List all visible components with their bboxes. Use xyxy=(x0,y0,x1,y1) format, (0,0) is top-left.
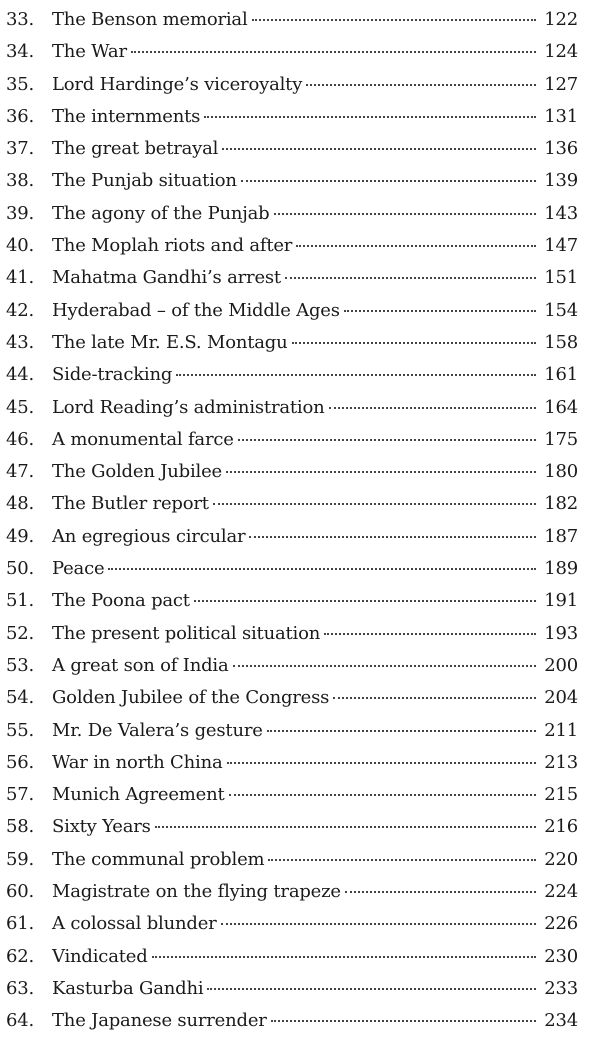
entry-page-number: 224 xyxy=(544,881,578,903)
toc-entry xyxy=(6,101,578,133)
entry-number: 60. xyxy=(6,881,35,903)
dot-leader xyxy=(306,83,536,86)
toc-entry xyxy=(6,327,578,359)
entry-number: 49. xyxy=(6,525,35,547)
entry-page-number: 175 xyxy=(544,428,578,450)
entry-title: The communal problem xyxy=(52,848,265,870)
entry-page-number: 204 xyxy=(544,687,578,709)
entry-title: A monumental farce xyxy=(52,428,234,450)
entry-title: Lord Reading’s administration xyxy=(52,396,325,418)
entry-number: 46. xyxy=(6,428,35,450)
entry-number: 57. xyxy=(6,784,35,806)
entry-page-number: 161 xyxy=(544,364,578,386)
entry-title: The late Mr. E.S. Montagu xyxy=(52,331,288,353)
entry-number: 61. xyxy=(6,913,35,935)
entry-number: 58. xyxy=(6,816,35,838)
entry-number: 44. xyxy=(6,364,35,386)
entry-page-number: 233 xyxy=(544,977,578,999)
entry-title: Magistrate on the flying trapeze xyxy=(52,881,341,903)
entry-title: The Japanese surrender xyxy=(52,1010,267,1032)
toc-entry xyxy=(6,908,578,940)
entry-number: 38. xyxy=(6,170,35,192)
entry-page-number: 234 xyxy=(544,1010,578,1032)
entry-page-number: 182 xyxy=(544,493,578,515)
entry-page-number: 124 xyxy=(544,41,578,63)
toc-entry xyxy=(6,521,578,553)
entry-number: 56. xyxy=(6,751,35,773)
dot-leader xyxy=(333,696,536,699)
toc-entry xyxy=(6,392,578,424)
entry-number: 36. xyxy=(6,105,35,127)
dot-leader xyxy=(152,955,536,958)
entry-page-number: 200 xyxy=(544,654,578,676)
entry-title: The present political situation xyxy=(52,622,321,644)
dot-leader xyxy=(108,567,536,570)
toc-entry xyxy=(6,488,578,520)
entry-page-number: 136 xyxy=(544,138,578,160)
entry-title: Vindicated xyxy=(52,945,148,967)
entry-title: Mahatma Gandhi’s arrest xyxy=(52,267,281,289)
entry-number: 35. xyxy=(6,73,35,95)
dot-leader xyxy=(285,276,536,279)
entry-title: Munich Agreement xyxy=(52,784,225,806)
entry-page-number: 122 xyxy=(544,9,578,30)
entry-number: 34. xyxy=(6,41,35,63)
entry-number: 41. xyxy=(6,267,35,289)
dot-leader xyxy=(344,309,536,312)
entry-page-number: 180 xyxy=(544,461,578,483)
toc-entry xyxy=(6,69,578,101)
entry-title: Lord Hardinge’s viceroyalty xyxy=(52,73,303,95)
entry-page-number: 131 xyxy=(544,105,578,127)
toc-entry xyxy=(6,295,578,327)
entry-page-number: 127 xyxy=(544,73,578,95)
entry-title: The great betrayal xyxy=(52,138,219,160)
dot-leader xyxy=(249,535,536,538)
entry-title: The Golden Jubilee xyxy=(52,461,222,483)
entry-page-number: 215 xyxy=(544,784,578,806)
toc-entry xyxy=(6,876,578,908)
toc-entry xyxy=(6,4,578,36)
toc-entry xyxy=(6,1005,578,1037)
entry-title: Golden Jubilee of the Congress xyxy=(52,687,330,709)
dot-leader xyxy=(241,179,536,182)
toc-entry xyxy=(6,198,578,230)
toc-entry xyxy=(6,359,578,391)
entry-page-number: 158 xyxy=(544,331,578,353)
toc-entry xyxy=(6,618,578,650)
entry-title: Mr. De Valera’s gesture xyxy=(52,719,263,741)
entry-title: Kasturba Gandhi xyxy=(52,977,204,999)
entry-title: The Poona pact xyxy=(52,590,190,612)
dot-leader xyxy=(252,18,536,21)
entry-title: The Butler report xyxy=(52,493,209,515)
toc-entry xyxy=(6,941,578,973)
dot-leader xyxy=(329,406,536,409)
entry-title: The Benson memorial xyxy=(52,9,248,30)
dot-leader xyxy=(227,761,537,764)
entry-title: The Moplah riots and after xyxy=(52,235,293,257)
entry-page-number: 139 xyxy=(544,170,578,192)
entry-number: 64. xyxy=(6,1010,35,1032)
entry-page-number: 189 xyxy=(544,558,578,580)
entry-number: 54. xyxy=(6,687,35,709)
dot-leader xyxy=(324,632,536,635)
entry-title: Sixty Years xyxy=(52,816,151,838)
dot-leader xyxy=(233,664,536,667)
entry-page-number: 154 xyxy=(544,299,578,321)
entry-number: 52. xyxy=(6,622,35,644)
entry-page-number: 213 xyxy=(544,751,578,773)
toc-entry xyxy=(6,811,578,843)
toc-entry xyxy=(6,456,578,488)
entry-number: 47. xyxy=(6,461,35,483)
dot-leader xyxy=(213,502,536,505)
toc-entry xyxy=(6,262,578,294)
entry-number: 62. xyxy=(6,945,35,967)
dot-leader xyxy=(268,858,536,861)
dot-leader xyxy=(155,825,536,828)
toc-entry xyxy=(6,715,578,747)
dot-leader xyxy=(292,341,536,344)
toc-entry xyxy=(6,682,578,714)
dot-leader xyxy=(296,244,536,247)
dot-leader xyxy=(222,147,536,150)
dot-leader xyxy=(229,793,536,796)
dot-leader xyxy=(267,729,536,732)
entry-page-number: 147 xyxy=(544,235,578,257)
entry-title: A great son of India xyxy=(52,654,229,676)
entry-number: 48. xyxy=(6,493,35,515)
toc-entry xyxy=(6,973,578,1005)
entry-page-number: 143 xyxy=(544,202,578,224)
toc-entry xyxy=(6,553,578,585)
entry-number: 33. xyxy=(6,9,35,30)
dot-leader xyxy=(271,1019,536,1022)
entry-title: Hyderabad – of the Middle Ages xyxy=(52,299,340,321)
entry-number: 37. xyxy=(6,138,35,160)
entry-number: 63. xyxy=(6,977,35,999)
dot-leader xyxy=(226,470,536,473)
toc-entry xyxy=(6,165,578,197)
entry-number: 43. xyxy=(6,331,35,353)
dot-leader xyxy=(345,890,536,893)
dot-leader xyxy=(194,599,536,602)
toc-entry xyxy=(6,844,578,876)
toc-entry xyxy=(6,133,578,165)
toc-entry xyxy=(6,36,578,68)
dot-leader xyxy=(131,50,536,53)
entry-title: Side-tracking xyxy=(52,364,173,386)
entry-page-number: 230 xyxy=(544,945,578,967)
entry-title: Peace xyxy=(52,558,105,580)
toc-entry xyxy=(6,747,578,779)
toc-entry xyxy=(6,230,578,262)
toc-entry xyxy=(6,650,578,682)
entry-number: 42. xyxy=(6,299,35,321)
toc-entry xyxy=(6,585,578,617)
entry-number: 59. xyxy=(6,848,35,870)
entry-number: 51. xyxy=(6,590,35,612)
entry-title: The agony of the Punjab xyxy=(52,202,270,224)
entry-number: 50. xyxy=(6,558,35,580)
dot-leader xyxy=(176,373,536,376)
toc-entry xyxy=(6,779,578,811)
entry-number: 55. xyxy=(6,719,35,741)
dot-leader xyxy=(204,115,536,118)
entry-page-number: 220 xyxy=(544,848,578,870)
entry-title: An egregious circular xyxy=(52,525,246,547)
entry-page-number: 211 xyxy=(544,719,578,741)
entry-page-number: 193 xyxy=(544,622,578,644)
dot-leader xyxy=(207,987,536,990)
entry-number: 39. xyxy=(6,202,35,224)
entry-title: The War xyxy=(52,41,127,63)
dot-leader xyxy=(238,438,536,441)
entry-title: War in north China xyxy=(52,751,223,773)
entry-number: 53. xyxy=(6,654,35,676)
entry-page-number: 191 xyxy=(544,590,578,612)
entry-page-number: 164 xyxy=(544,396,578,418)
entry-title: The Punjab situation xyxy=(52,170,237,192)
entry-title: A colossal blunder xyxy=(52,913,217,935)
toc-entry xyxy=(6,424,578,456)
entry-number: 45. xyxy=(6,396,35,418)
entry-page-number: 226 xyxy=(544,913,578,935)
entry-page-number: 151 xyxy=(544,267,578,289)
entry-number: 40. xyxy=(6,235,35,257)
dot-leader xyxy=(221,922,536,925)
entry-title: The internments xyxy=(52,105,201,127)
entry-page-number: 216 xyxy=(544,816,578,838)
entry-page-number: 187 xyxy=(544,525,578,547)
dot-leader xyxy=(274,212,537,215)
